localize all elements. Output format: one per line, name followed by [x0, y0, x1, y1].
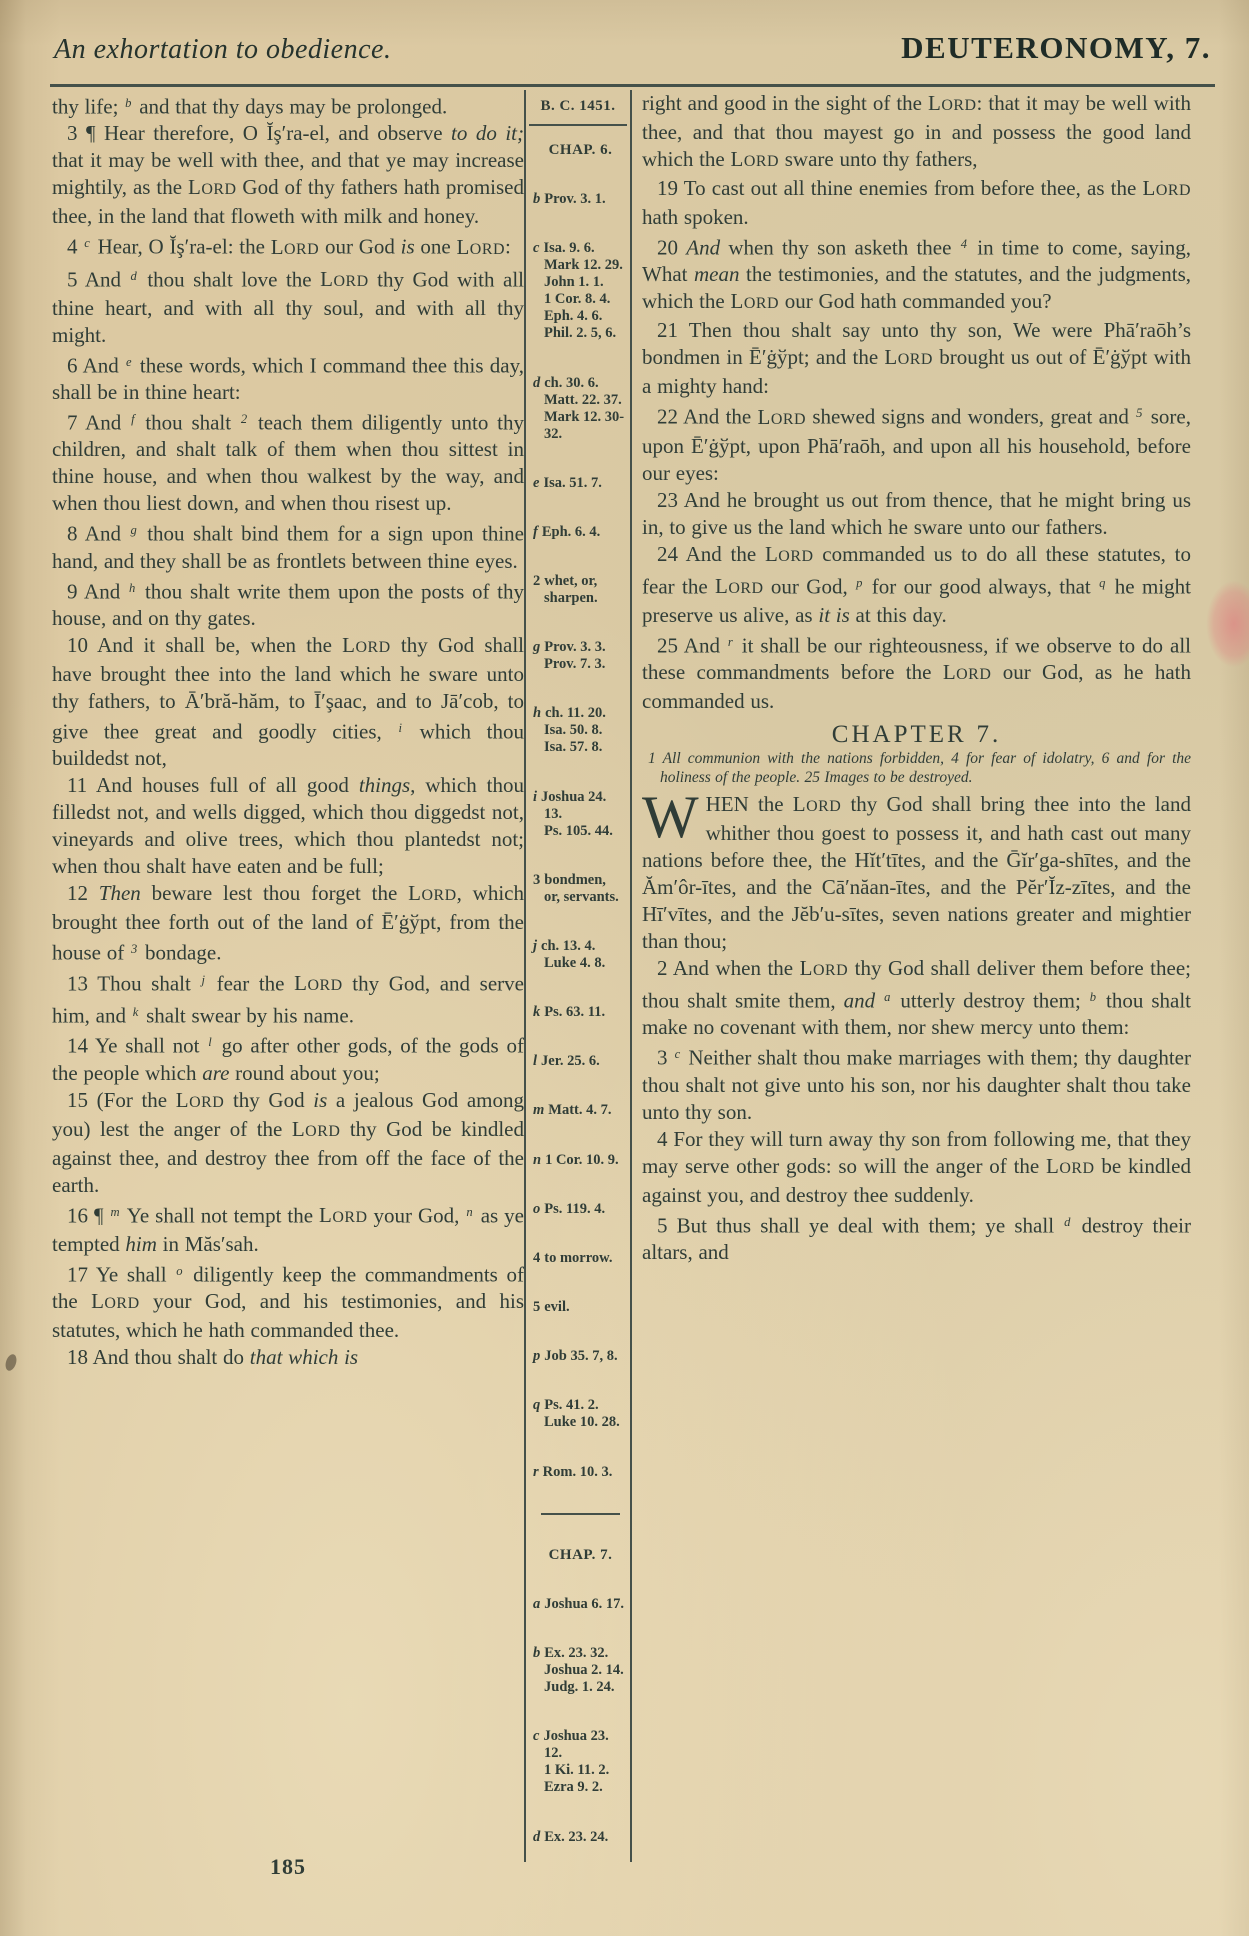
cross-reference-entry: l Jer. 25. 6.	[533, 1053, 600, 1070]
reference-mark: g	[533, 639, 541, 656]
cross-reference-entry: h ch. 11. 20. Isa. 50. 8. Isa. 57. 8.	[533, 705, 606, 756]
verse-paragraph: 16 ¶ $^m$ Ye shall not tempt the LORD your God, $^n$ as ye tempted him in Măs′sah.	[52, 1202, 524, 1256]
reference-mark: k	[533, 1004, 541, 1021]
cross-reference-entry: 4 to morrow.	[533, 1249, 613, 1266]
verse-paragraph: 3 ¶ Hear therefore, O Ĭş′ra-el, and observe to do it; that it may be well with thee, and that ye may increase mightily, as the LORD God of thy fathers hath promised thee, in the land that floweth with milk and honey.	[52, 121, 524, 229]
cross-reference-entry: p Job 35. 7, 8.	[533, 1348, 618, 1365]
cross-reference-entry: r Rom. 10. 3.	[533, 1463, 613, 1480]
divine-name: LORD	[187, 175, 237, 200]
reference-mark: i	[533, 788, 538, 805]
reference-mark: b	[533, 1645, 541, 1662]
left-text-column	[52, 90, 524, 1862]
cross-reference-entry: e Isa. 51. 7.	[533, 474, 602, 491]
divine-name: LORD	[320, 266, 369, 291]
reference-mark: f	[533, 523, 538, 540]
divine-name: LORD	[294, 970, 343, 995]
bc-date: B. C. 1451.	[540, 98, 616, 114]
running-head-left-title: An exhortation to obedience.	[54, 34, 392, 65]
reference-mark: o	[533, 1200, 541, 1217]
chapter-summary: 1 All communion with the nations forbidden, 4 for fear of idolatry, 6 and for the holiness of the people. 25 Images to be destroyed.	[648, 750, 1192, 786]
reference-mark: l	[533, 1053, 538, 1070]
verse-paragraph: 6 And $^e$ these words, which I command thee this day, shall be in thine heart:	[52, 353, 524, 405]
chapter-heading: CHAPTER 7.	[831, 721, 1002, 749]
divine-name: LORD	[884, 345, 933, 370]
verse-paragraph: 5 But thus shall ye deal with them; ye shall $^d$ destroy their altars, and	[642, 1213, 1191, 1265]
divine-name: LORD	[1142, 176, 1191, 200]
reference-mark: k	[132, 1004, 139, 1019]
divine-name: LORD	[456, 234, 505, 259]
reference-mark: j	[201, 972, 205, 987]
divine-name: LORD	[928, 91, 977, 115]
reference-mark: h	[533, 705, 542, 722]
divine-name: LORD	[792, 792, 842, 817]
reference-mark: i	[398, 721, 402, 736]
verse-paragraph: 18 And thou shalt do that which is	[67, 1345, 359, 1370]
reference-mark: m	[533, 1102, 545, 1119]
reference-mark: r	[727, 634, 733, 649]
reference-mark: 5	[1136, 406, 1143, 421]
cross-reference-entry: 5 evil.	[533, 1299, 570, 1316]
divine-name: LORD	[799, 956, 849, 981]
reference-mark: p	[856, 575, 863, 590]
text-columns	[52, 90, 1213, 1862]
cross-reference-entry: c Joshua 23. 12. 1 Ki. 11. 2. Ezra 9. 2.	[533, 1728, 610, 1796]
header-rule	[50, 84, 1215, 87]
cross-reference-entry: c Isa. 9. 6. Mark 12. 29. John 1. 1. 1 Cor. 8. 4. Eph. 4. 6. Phil. 2. 5, 6.	[533, 240, 623, 342]
cross-reference-entry: m Matt. 4. 7.	[533, 1102, 612, 1119]
divine-name: LORD	[175, 1087, 225, 1112]
reference-mark: d	[533, 374, 541, 391]
cross-reference-entry: q Ps. 41. 2. Luke 10. 28.	[533, 1397, 620, 1431]
divine-name: LORD	[715, 573, 764, 598]
right-text-column	[632, 90, 1213, 1862]
reference-mark: 2	[240, 412, 248, 427]
reference-mark: c	[674, 1047, 681, 1062]
verse-paragraph: 13 Thou shalt $^j$ fear the LORD thy God, and serve him, and $^k$ shalt swear by his name.	[52, 970, 524, 1028]
reference-mark: b	[1089, 990, 1097, 1005]
verse-paragraph: 5 And $^d$ thou shalt love the LORD thy God with all thine heart, and with all thy soul, and with all thy might.	[52, 266, 524, 347]
cross-reference-entry: d ch. 30. 6. Matt. 22. 37. Mark 12. 30- 32.	[533, 374, 625, 442]
verse-paragraph: 10 And it shall be, when the LORD thy God shall have brought thee into the land which he sware unto thy fathers, to Ā′bră-hăm, to Ī′şaac, and to Jā′cob, to give thee great and goodly cities, $^i$ which thou buildedst not,	[52, 633, 524, 771]
cross-reference-entry: a Joshua 6. 17.	[533, 1596, 625, 1613]
verse-paragraph: 4 For they will turn away thy son from following me, that they may serve other gods: so will the anger of the LORD be kindled against you, and destroy thee suddenly.	[642, 1126, 1192, 1207]
cross-reference-entry: 2 whet, or, sharpen.	[533, 573, 598, 607]
reference-mark: r	[533, 1463, 539, 1480]
verse-paragraph: 4 $^c$ Hear, O Ĭş′ra-el: the LORD our God is one LORD:	[67, 234, 511, 259]
reference-mark: n	[466, 1204, 473, 1219]
verse-paragraph: WHEN the LORD thy God shall bring thee into the land whither thou goest to possess it, and hath cast out many nations before thee, the Hĭt′tītes, and the Ḡĭr′ga-shītes, and the Ăm′ôr-ītes, and the Cā′năan-ītes, and the Pĕr′Ĭz-zītes, and the Hī′vītes, and the Jĕb′u-sītes, seven nations greater and mightier than thou;	[642, 784, 1191, 954]
verse-paragraph: 15 (For the LORD thy God is a jealous God among you) lest the anger of the LORD thy God be kindled against thee, and destroy thee from off the face of the earth.	[52, 1087, 524, 1197]
verse-paragraph: 20 And when thy son asketh thee $^4$ in time to come, saying, What mean the testimonies, and the statutes, and the judgments, which the LORD our God hath commanded you?	[642, 235, 1192, 314]
divine-name: LORD	[730, 147, 779, 171]
cross-reference-entry: j ch. 13. 4. Luke 4. 8.	[533, 937, 606, 971]
verse-paragraph: 24 And the LORD commanded us to do all these statutes, to fear the LORD our God, $^p$ for our good always, that $^q$ he might preserve us alive, as it is at this day.	[642, 541, 1191, 627]
verse-paragraph: 14 Ye shall not $^l$ go after other gods, of the gods of the people which are round about you;	[52, 1033, 524, 1085]
reference-mark: 3	[131, 942, 138, 957]
drop-cap: W	[642, 784, 699, 851]
verse-paragraph: thy life; $^b$ and that thy days may be prolonged.	[52, 94, 448, 119]
verse-paragraph: 8 And $^g$ thou shalt bind them for a sign upon thine hand, and they shall be as frontlets between thine eyes.	[52, 521, 524, 573]
verse-paragraph: 21 Then thou shalt say unto thy son, We were Phā′raōh’s bondmen in Ē′ġўpt; and the LORD brought us out of Ē′ġўpt with a mighty hand:	[642, 318, 1191, 399]
reference-mark: e	[533, 474, 540, 491]
cross-reference-entry: g Prov. 3. 3. Prov. 7. 3.	[533, 639, 606, 673]
reference-mark: j	[533, 937, 538, 954]
cross-reference-entry: i Joshua 24. 13. Ps. 105. 44.	[533, 788, 613, 839]
divine-name: LORD	[757, 404, 807, 429]
divine-name: LORD	[91, 1289, 140, 1314]
divine-name: LORD	[342, 633, 391, 658]
reference-mark: m	[110, 1204, 120, 1219]
reference-mark: 3	[533, 871, 541, 888]
chapter-reference-heading: CHAP. 7.	[548, 1546, 613, 1563]
reference-mark: b	[533, 191, 541, 208]
divine-name: LORD	[730, 289, 779, 314]
reference-mark: c	[533, 240, 540, 257]
reference-section-rule	[541, 1513, 620, 1515]
reference-mark: c	[533, 1728, 540, 1745]
reference-mark: o	[176, 1263, 183, 1278]
reference-mark: p	[533, 1348, 541, 1365]
reference-mark: q	[1099, 575, 1106, 590]
reference-mark: 5	[533, 1299, 541, 1316]
verse-paragraph: 12 Then beware lest thou forget the LORD, which brought thee forth out of the land of Ē′ġўpt, from the house of $^3$ bondage.	[52, 881, 524, 965]
page-number: 185	[270, 1854, 306, 1879]
divine-name: LORD	[270, 234, 320, 259]
running-head-right-title: DEUTERONOMY, 7.	[901, 30, 1211, 65]
reference-mark: d	[533, 1828, 541, 1845]
reference-mark: f	[131, 412, 135, 427]
verse-paragraph: 25 And $^r$ it shall be our righteousness, if we observe to do all these commandments before the LORD our God, as he hath commanded us.	[642, 633, 1191, 714]
divine-name: LORD	[1046, 1153, 1095, 1178]
reference-mark: c	[84, 236, 90, 251]
cross-reference-entry: 3 bondmen, or, servants.	[533, 871, 619, 905]
reference-mark: g	[130, 523, 137, 538]
ink-speck	[4, 1353, 19, 1372]
cross-reference-entry: b Prov. 3. 1.	[533, 191, 606, 208]
verse-paragraph: 17 Ye shall $^o$ diligently keep the commandments of the LORD your God, and his testimonies, and his statutes, which he hath commanded thee.	[52, 1262, 524, 1343]
cross-reference-list	[526, 126, 630, 1862]
divine-name: LORD	[408, 881, 457, 906]
reference-mark: a	[533, 1596, 541, 1613]
verse-paragraph: right and good in the sight of the LORD: that it may be well with thee, and that thou mayest go in and possess the good land which the LORD sware unto thy fathers,	[642, 91, 1191, 171]
verse-paragraph: 3 $^c$ Neither shalt thou make marriages with them; thy daughter thou shalt not give unto his son, nor his daughter shalt thou take unto thy son.	[642, 1045, 1191, 1124]
cross-reference-entry: d Ex. 23. 24.	[533, 1828, 609, 1845]
cross-reference-entry: f Eph. 6. 4.	[533, 523, 601, 540]
reference-mark: l	[208, 1035, 212, 1050]
verse-paragraph: 22 And the LORD shewed signs and wonders, great and $^5$ sore, upon Ē′ġўpt, upon Phā′raōh, and upon all his household, before our eyes:	[642, 404, 1191, 485]
cross-reference-entry: k Ps. 63. 11.	[533, 1004, 606, 1021]
verse-paragraph: 7 And $^f$ thou shalt $^2$ teach them diligently unto thy children, and shalt talk of them when thou sittest in thine house, and when thou walkest by the way, and when thou liest down, and when thou risest up.	[52, 410, 524, 516]
verse-paragraph: 2 And when the LORD thy God shall deliver them before thee; thou shalt smite them, and $^a$ utterly destroy them; $^b$ thou shalt make no covenant with them, nor shew mercy unto them:	[642, 956, 1192, 1040]
reference-mark: 4	[960, 237, 967, 251]
reference-mark: 2	[533, 573, 541, 590]
chapter-reference-heading: CHAP. 6.	[548, 142, 613, 158]
reference-mark: n	[533, 1151, 542, 1168]
divine-name: LORD	[319, 1202, 368, 1227]
verse-paragraph: 9 And $^h$ thou shalt write them upon the posts of thy house, and on thy gates.	[52, 579, 524, 631]
verse-paragraph: 11 And houses full of all good things, which thou filledst not, and wells digged, which thou diggedst not, vineyards and olive trees, which thou plantedst not; when thou shalt have eaten and be full;	[52, 773, 524, 879]
divine-name: LORD	[764, 541, 814, 566]
reference-mark: d	[130, 268, 137, 283]
cross-reference-entry: b Ex. 23. 32. Joshua 2. 14. Judg. 1. 24.	[533, 1645, 624, 1696]
reference-mark: h	[128, 580, 136, 595]
reference-mark: e	[126, 354, 132, 369]
divine-name: LORD	[942, 660, 992, 685]
divine-name: LORD	[291, 1116, 341, 1141]
reference-mark: d	[1064, 1214, 1071, 1229]
reference-mark: q	[533, 1397, 541, 1414]
reference-column	[526, 90, 630, 1862]
verse-paragraph: 19 To cast out all thine enemies from before thee, as the LORD hath spoken.	[642, 176, 1191, 229]
cross-reference-entry: o Ps. 119. 4.	[533, 1200, 606, 1217]
cross-reference-entry: n 1 Cor. 10. 9.	[533, 1151, 619, 1168]
running-head	[54, 30, 1211, 66]
reference-mark: a	[884, 990, 891, 1005]
reference-mark: 4	[533, 1249, 541, 1266]
reference-mark: b	[125, 96, 132, 110]
verse-paragraph: 23 And he brought us out from thence, that he might bring us in, to give us the land which he sware unto our fathers.	[642, 487, 1191, 539]
